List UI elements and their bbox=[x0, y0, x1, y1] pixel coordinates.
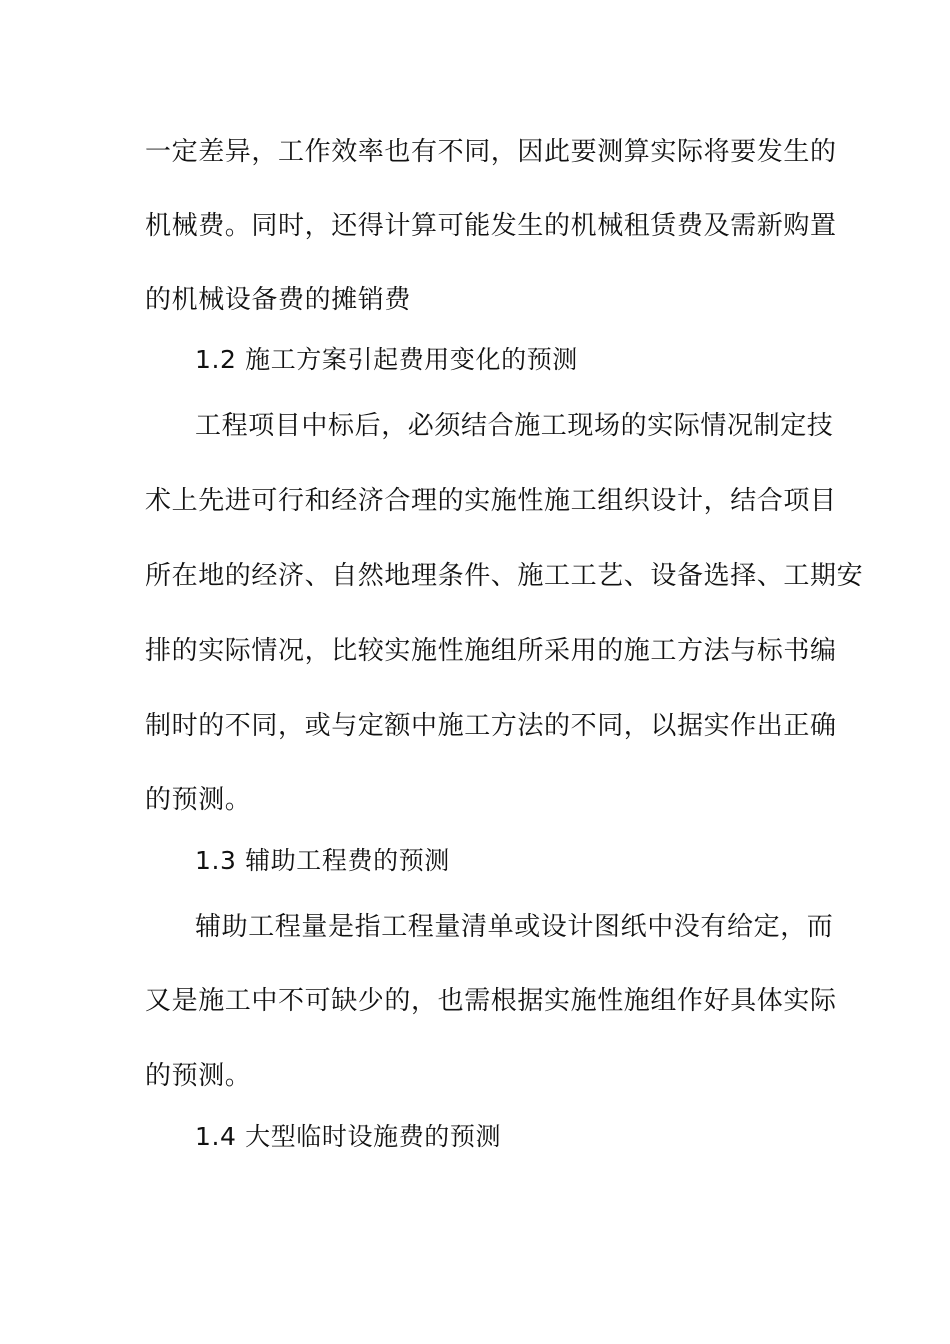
paragraph-line: 又是施工中不可缺少的，也需根据实施性施组作好具体实际 bbox=[145, 986, 837, 1016]
paragraph-line: 的预测。 bbox=[145, 785, 252, 815]
section-heading-1-2: 1.2 施工方案引起费用变化的预测 bbox=[195, 345, 578, 374]
paragraph-line: 术上先进可行和经济合理的实施性施工组织设计，结合项目 bbox=[145, 486, 837, 516]
paragraph-line: 工程项目中标后，必须结合施工现场的实际情况制定技 bbox=[195, 411, 834, 441]
paragraph-line: 排的实际情况，比较实施性施组所采用的施工方法与标书编 bbox=[145, 636, 837, 666]
paragraph-line: 机械费。同时，还得计算可能发生的机械租赁费及需新购置 bbox=[145, 211, 837, 241]
section-heading-1-3: 1.3 辅助工程费的预测 bbox=[195, 846, 450, 875]
paragraph-line: 辅助工程量是指工程量清单或设计图纸中没有给定，而 bbox=[195, 912, 834, 942]
paragraph-line: 所在地的经济、自然地理条件、施工工艺、设备选择、工期安 bbox=[145, 561, 864, 591]
paragraph-line: 制时的不同，或与定额中施工方法的不同，以据实作出正确 bbox=[145, 711, 837, 741]
paragraph-line: 一定差异，工作效率也有不同，因此要测算实际将要发生的 bbox=[145, 137, 837, 167]
section-heading-1-4: 1.4 大型临时设施费的预测 bbox=[195, 1122, 502, 1151]
paragraph-line: 的预测。 bbox=[145, 1061, 252, 1091]
paragraph-line: 的机械设备费的摊销费 bbox=[145, 285, 412, 315]
